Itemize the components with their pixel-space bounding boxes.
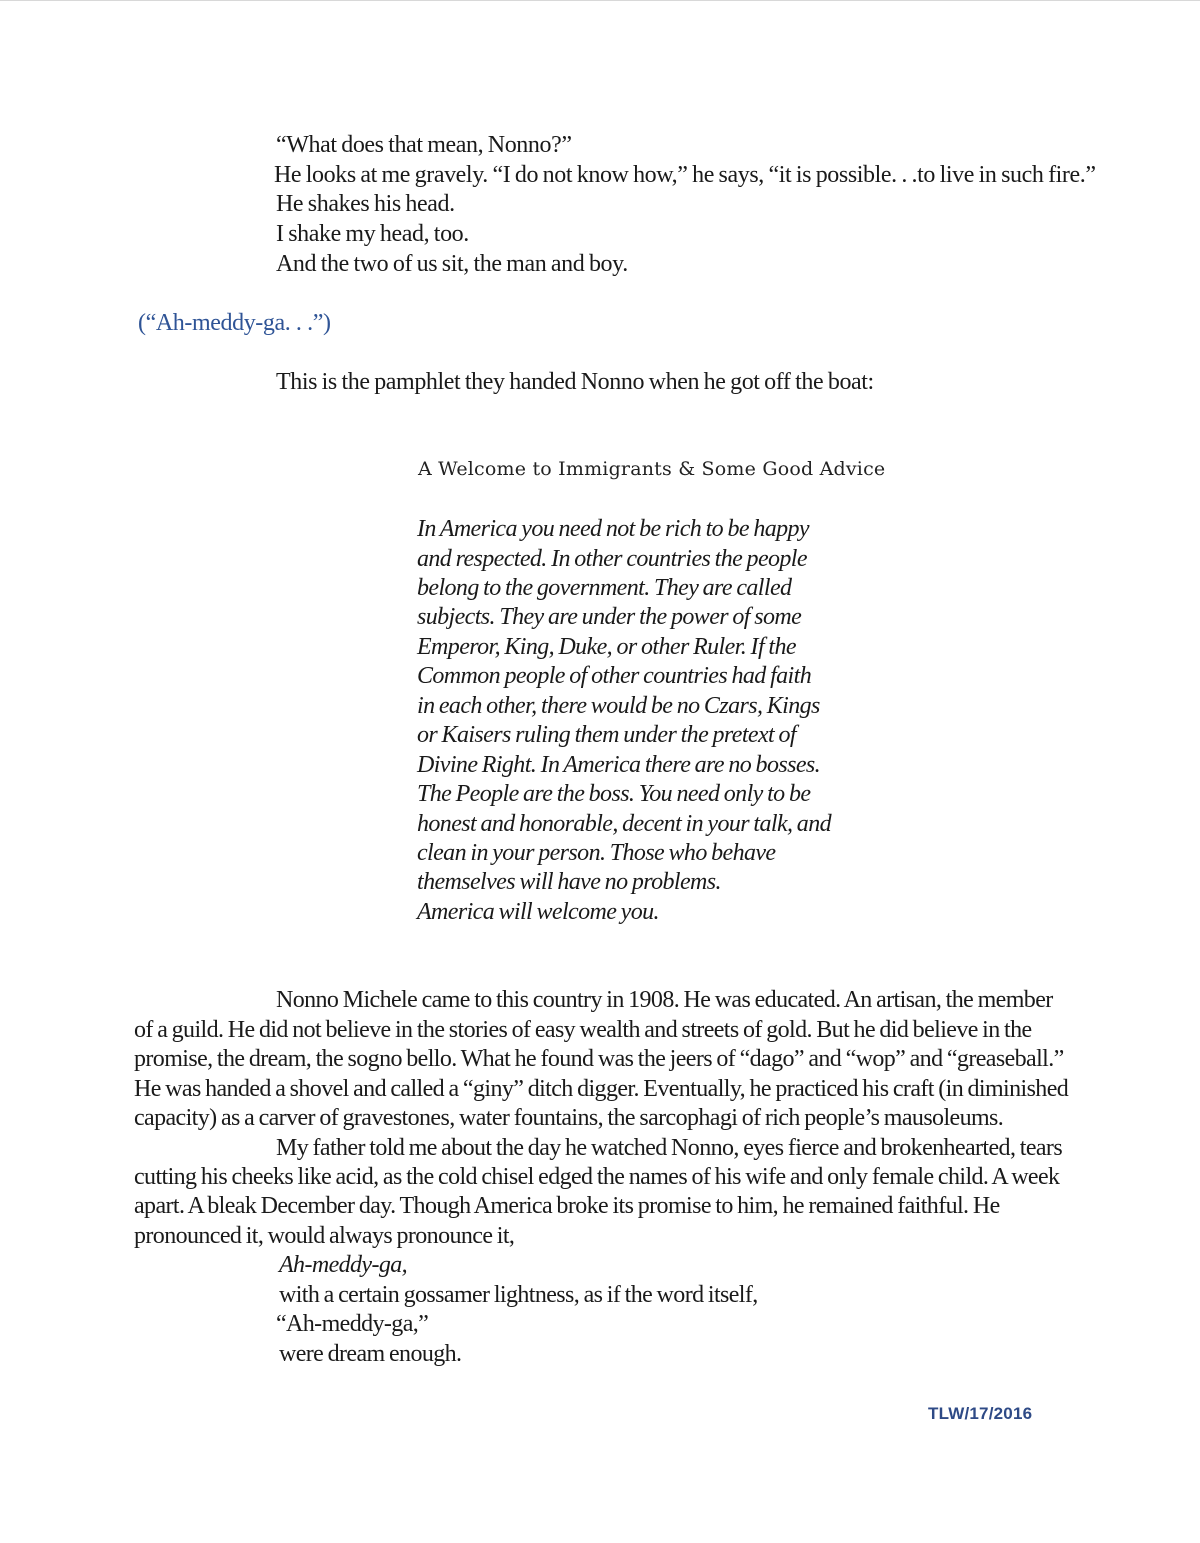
prose-line: apart. A bleak December day. Though America broke its promise to him, he remained faithful. He [134,1193,1000,1219]
pamphlet-line: belong to the government. They are called [417,575,792,601]
pamphlet-line: subjects. They are under the power of some [417,604,802,630]
dialogue-line: “What does that mean, Nonno?” [276,132,572,158]
pamphlet-line: America will welcome you. [417,899,659,925]
closing-line: Ah-meddy-ga, [279,1252,408,1278]
prose-line: promise, the dream, the sogno bello. What he found was the jeers of “dago” and “wop” and “greaseball.” [134,1046,1064,1072]
pamphlet-line: themselves will have no problems. [417,869,721,895]
pamphlet-line: The People are the boss. You need only to be [417,781,811,807]
pamphlet-line: In America you need not be rich to be happy [417,516,809,542]
page-top-edge [0,0,1200,1]
closing-line: were dream enough. [279,1341,462,1367]
prose-line: He was handed a shovel and called a “giny” ditch digger. Eventually, he practiced his craft (in diminished [134,1076,1069,1102]
dialogue-line: And the two of us sit, the man and boy. [276,251,628,277]
prose-line: cutting his cheeks like acid, as the cold chisel edged the names of his wife and only female child. A week [134,1164,1060,1190]
prose-line: capacity) as a carver of gravestones, water fountains, the sarcophagi of rich people’s mausoleums. [134,1105,1004,1131]
author-signature: TLW/17/2016 [928,1404,1033,1423]
pamphlet-line: and respected. In other countries the people [417,546,807,572]
dialogue-line: I shake my head, too. [276,221,469,247]
pamphlet-line: Divine Right. In America there are no bosses. [417,752,821,778]
prose-line: pronounced it, would always pronounce it, [134,1223,515,1249]
closing-line: with a certain gossamer lightness, as if the word itself, [279,1282,758,1308]
pamphlet-line: or Kaisers ruling them under the pretext of [417,722,796,748]
dialogue-line: He shakes his head. [276,191,455,217]
prose-line: My father told me about the day he watched Nonno, eyes fierce and brokenhearted, tears [276,1135,1063,1161]
pamphlet-line: Emperor, King, Duke, or other Ruler. If the [417,634,796,660]
intro-line: This is the pamphlet they handed Nonno when he got off the boat: [276,369,874,395]
pamphlet-line: honest and honorable, decent in your talk, and [417,811,831,837]
dialogue-line: He looks at me gravely. “I do not know how,” he says, “it is possible. . .to live in such fire.” [274,162,1096,188]
closing-line: “Ah-meddy-ga,” [276,1311,429,1337]
pamphlet-line: Common people of other countries had faith [417,663,812,689]
prose-line: Nonno Michele came to this country in 1908. He was educated. An artisan, the member [276,987,1053,1013]
pamphlet-line: in each other, there would be no Czars, Kings [417,693,820,719]
pamphlet-line: clean in your person. Those who behave [417,840,776,866]
prose-line: of a guild. He did not believe in the stories of easy wealth and streets of gold. But he did believe in the [134,1017,1032,1043]
pamphlet-title: A Welcome to Immigrants & Some Good Advice [418,458,886,480]
section-heading: (“Ah-meddy-ga. . .”) [138,310,331,336]
